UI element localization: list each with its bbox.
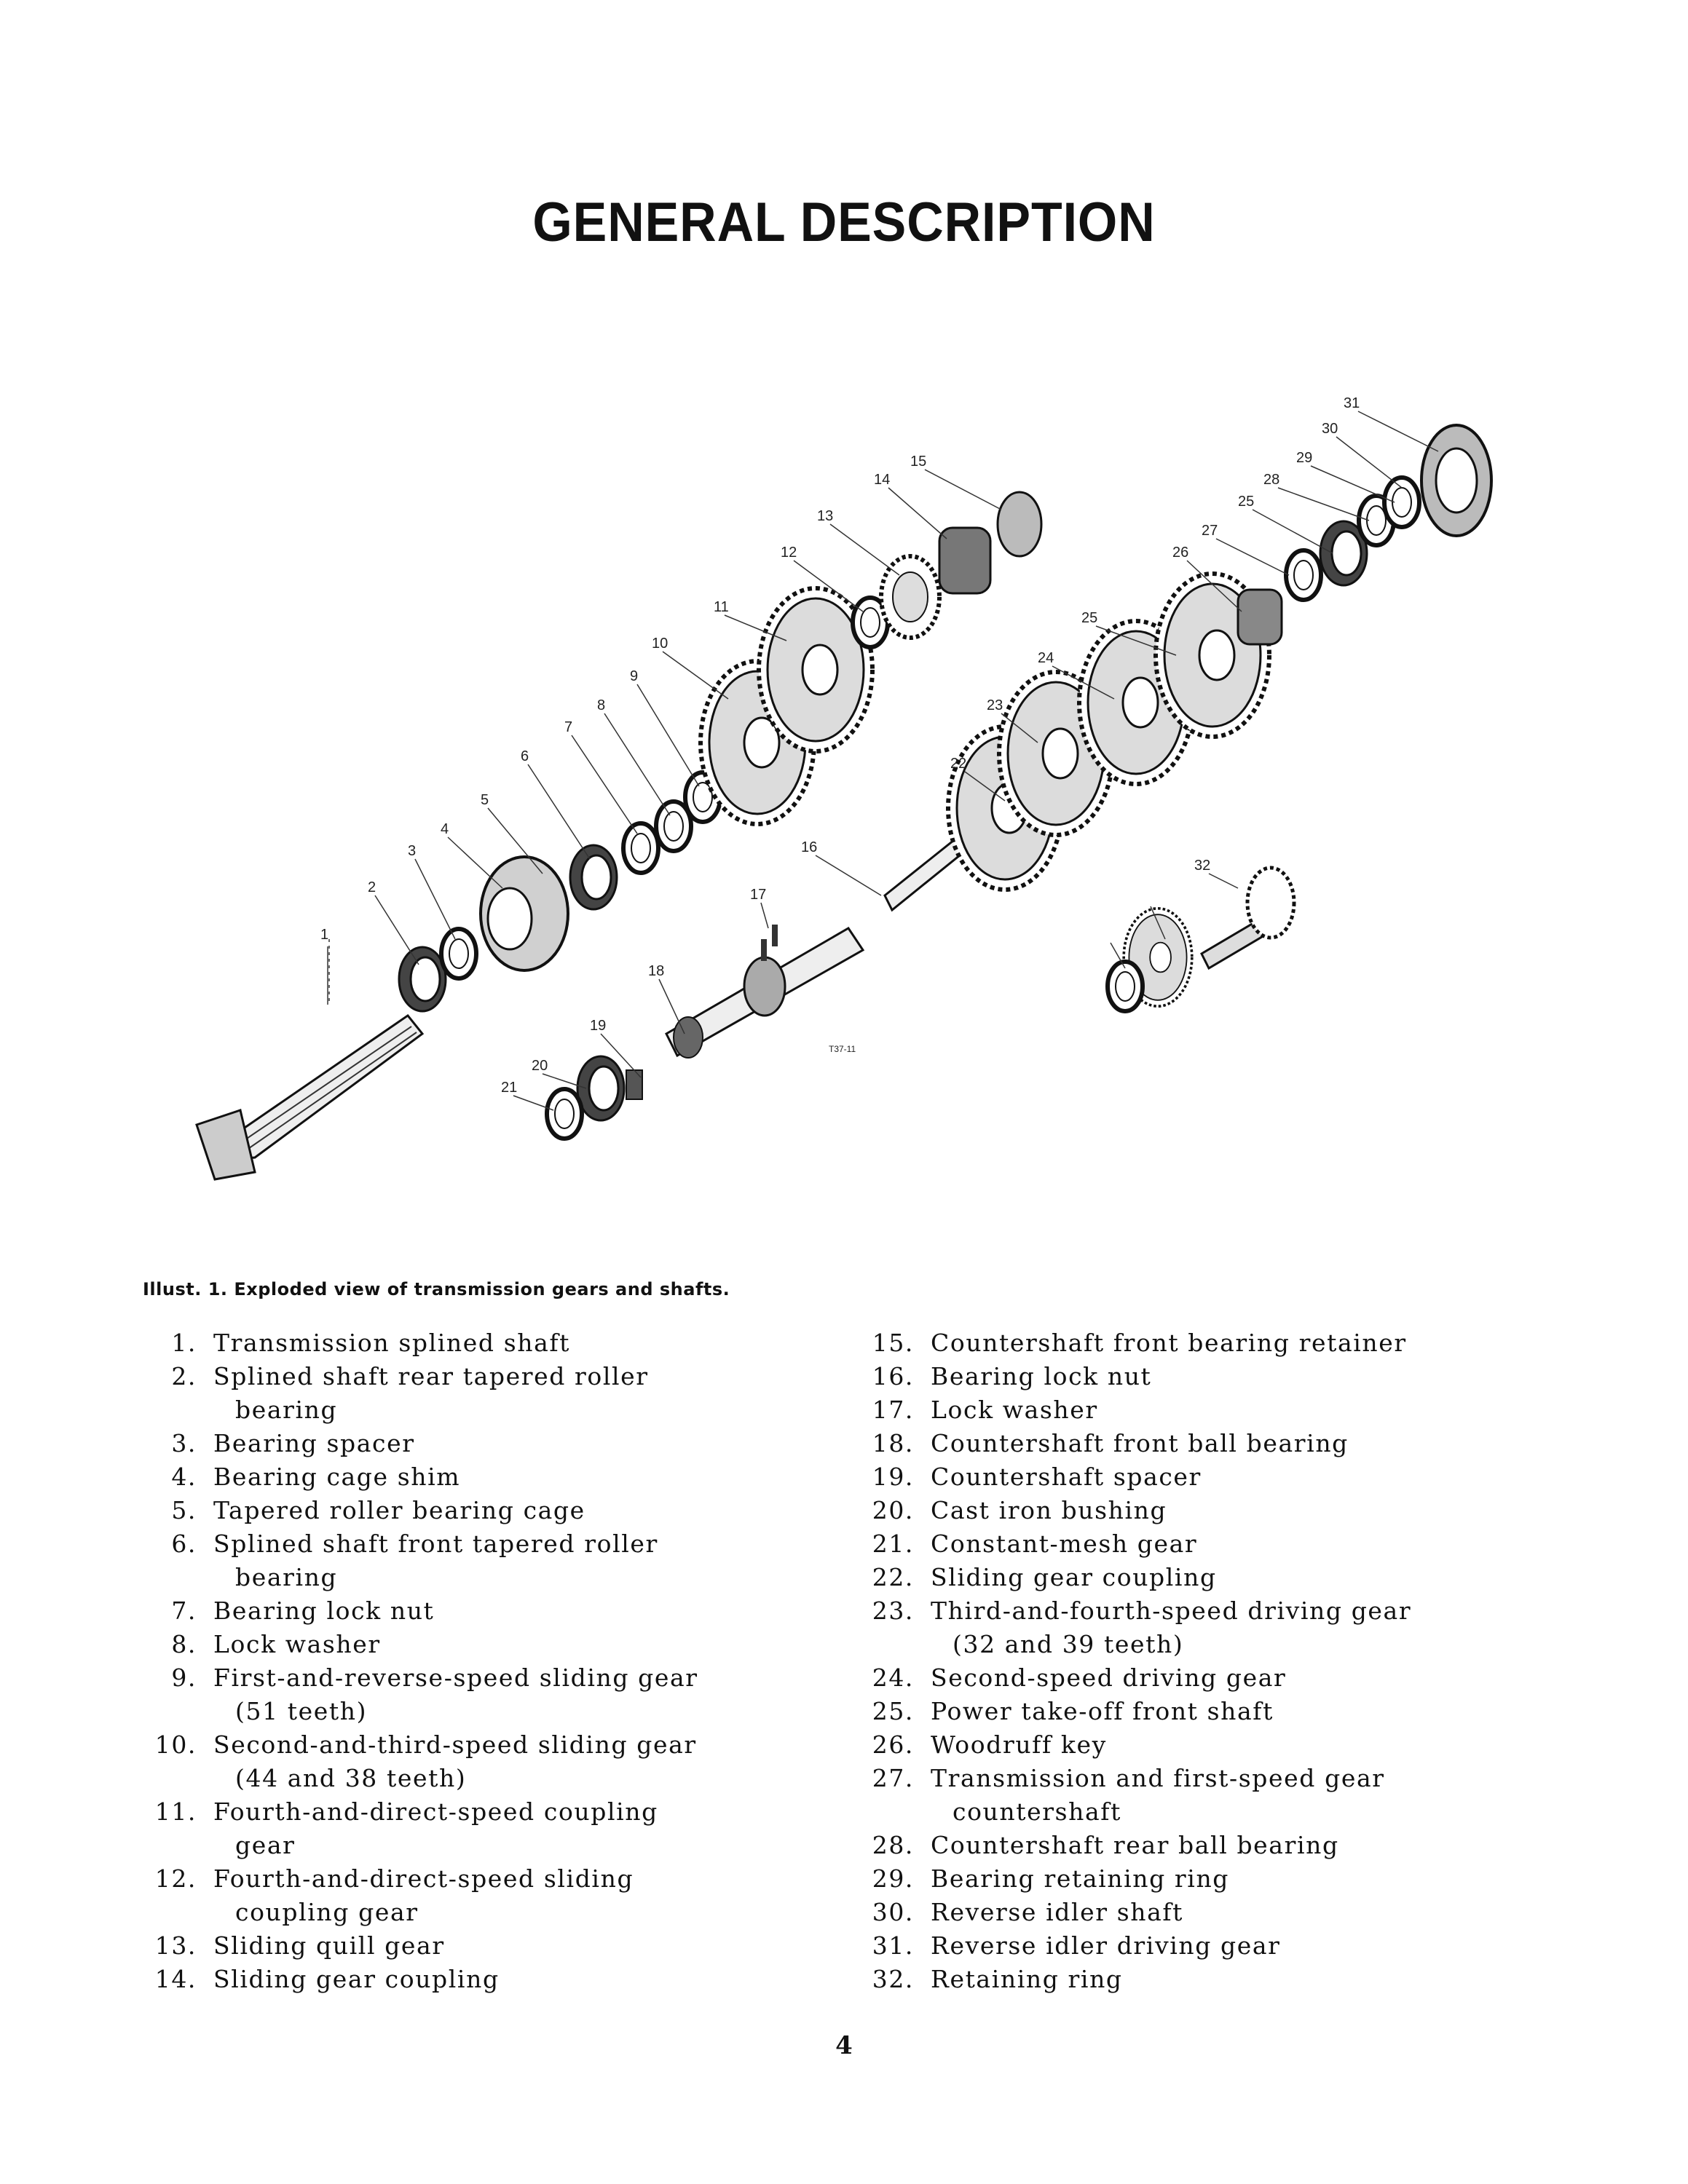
legend-item: 32. Retaining ring (872, 1965, 1123, 1993)
legend-item: 6. Splined shaft front tapered roller bearing (171, 1530, 658, 1591)
callout-1: 1 (320, 927, 329, 943)
legend-item: 9. First-and-reverse-speed sliding gear (51 teeth) (171, 1663, 698, 1725)
callout-20: 20 (532, 1058, 548, 1074)
legend-item: 5. Tapered roller bearing cage (171, 1496, 585, 1524)
legend-item: 13. Sliding quill gear (154, 1931, 445, 1960)
reverse-idler (1202, 868, 1294, 968)
splined-shaft-assembly (197, 939, 422, 1179)
callout-23: 23 (987, 697, 1003, 713)
sliding-gear-coupling (998, 492, 1041, 556)
callout-3: 3 (408, 843, 417, 859)
legend-item: 24. Second-speed driving gear (872, 1663, 1287, 1692)
legend-item: 29. Bearing retaining ring (872, 1864, 1230, 1893)
figure-code: T37-11 (829, 1044, 856, 1054)
bearing-retainer (1421, 425, 1491, 536)
callout-8: 8 (597, 697, 606, 713)
legend-item: 2. Splined shaft rear tapered roller bearing (171, 1362, 649, 1424)
lock-nut-right (1384, 478, 1419, 527)
legend-item: 22. Sliding gear coupling (872, 1563, 1217, 1591)
callout-10: 10 (652, 636, 669, 652)
parts-legend-right (863, 1326, 1635, 1996)
legend-item: 30. Reverse idler shaft (872, 1898, 1184, 1926)
callout-24: 24 (1038, 650, 1054, 666)
legend-item: 1. Transmission splined shaft (171, 1329, 571, 1357)
legend-item: 12. Fourth-and-direct-speed sliding coupling gear (154, 1864, 634, 1926)
legend-item: 17. Lock washer (872, 1396, 1098, 1424)
callout-12: 12 (781, 545, 797, 561)
callout-27: 27 (1202, 523, 1218, 539)
legend-item: 15. Countershaft front bearing retainer (872, 1329, 1407, 1357)
callout-4: 4 (441, 821, 449, 837)
legend-item: 31. Reverse idler driving gear (872, 1931, 1281, 1960)
callout-18: 18 (648, 963, 665, 979)
legend-item: 21. Constant-mesh gear (872, 1530, 1198, 1558)
rear-tapered-bearing (399, 947, 446, 1011)
callout-29: 28 (1263, 472, 1280, 488)
bearing-spacer (441, 929, 476, 978)
callout-21: 21 (501, 1080, 518, 1096)
callout-5: 5 (481, 792, 489, 808)
callout-11: 11 (714, 599, 729, 615)
callout-9: 9 (630, 668, 639, 684)
legend-item: 7. Bearing lock nut (171, 1597, 435, 1625)
retaining-ring (547, 1089, 582, 1139)
sliding-quill-gear (939, 528, 990, 593)
callout-26: 26 (1172, 545, 1189, 561)
page-title: GENERAL DESCRIPTION (532, 191, 1156, 253)
callout-13: 13 (817, 508, 834, 524)
page-number: 4 (835, 2031, 853, 2060)
legend-item: 28. Countershaft rear ball bearing (872, 1831, 1339, 1859)
legend-item: 16. Bearing lock nut (872, 1362, 1152, 1390)
legend-item: 25. Power take-off front shaft (872, 1697, 1274, 1725)
legend-item: 18. Countershaft front ball bearing (872, 1429, 1349, 1457)
callout-17: 17 (750, 887, 767, 903)
cast-iron-bushing (1238, 590, 1282, 644)
legend-item: 20. Cast iron bushing (872, 1496, 1167, 1524)
figure-caption: Illust. 1. Exploded view of transmission gears and shafts. (143, 1279, 730, 1299)
callout-6: 6 (521, 748, 529, 764)
callout-31: 30 (1322, 421, 1338, 437)
legend-item: 19. Countershaft spacer (872, 1463, 1202, 1491)
bearing-cage (481, 857, 568, 970)
callout-30: 29 (1296, 450, 1313, 466)
front-tapered-bearing (570, 845, 617, 909)
countershaft-spacer (1286, 550, 1321, 600)
legend-item: 3. Bearing spacer (171, 1429, 415, 1457)
callout-32: 31 (1344, 395, 1360, 411)
legend-item: 11. Fourth-and-direct-speed coupling gear (154, 1797, 658, 1859)
legend-item: 23. Third-and-fourth-speed driving gear (32 and 39 teeth) (872, 1597, 1412, 1658)
legend-item: 10. Second-and-third-speed sliding gear (44 and 38 teeth) (154, 1730, 697, 1792)
callout-15: 15 (910, 454, 927, 470)
callout-28: 25 (1238, 494, 1255, 510)
rear-ball-bearing (577, 1056, 624, 1120)
legend-item: 8. Lock washer (171, 1630, 381, 1658)
retaining-ring-32 (1108, 962, 1143, 1011)
callout-16: 16 (801, 839, 818, 855)
callout-2: 2 (368, 879, 376, 895)
legend-item: 14. Sliding gear coupling (154, 1965, 500, 1993)
callout-33: 32 (1194, 858, 1211, 874)
callout-25: 25 (1081, 610, 1098, 626)
legend-item: 26. Woodruff key (872, 1730, 1107, 1759)
callout-19: 19 (590, 1018, 607, 1034)
callout-14: 14 (874, 472, 891, 488)
parts-legend-left (146, 1326, 859, 1996)
callout-22: 22 (950, 756, 967, 772)
legend-item: 27. Transmission and first-speed gear countershaft (872, 1764, 1385, 1826)
legend-item: 4. Bearing cage shim (171, 1463, 461, 1491)
callout-7: 7 (564, 719, 573, 735)
lock-nut (623, 823, 658, 873)
